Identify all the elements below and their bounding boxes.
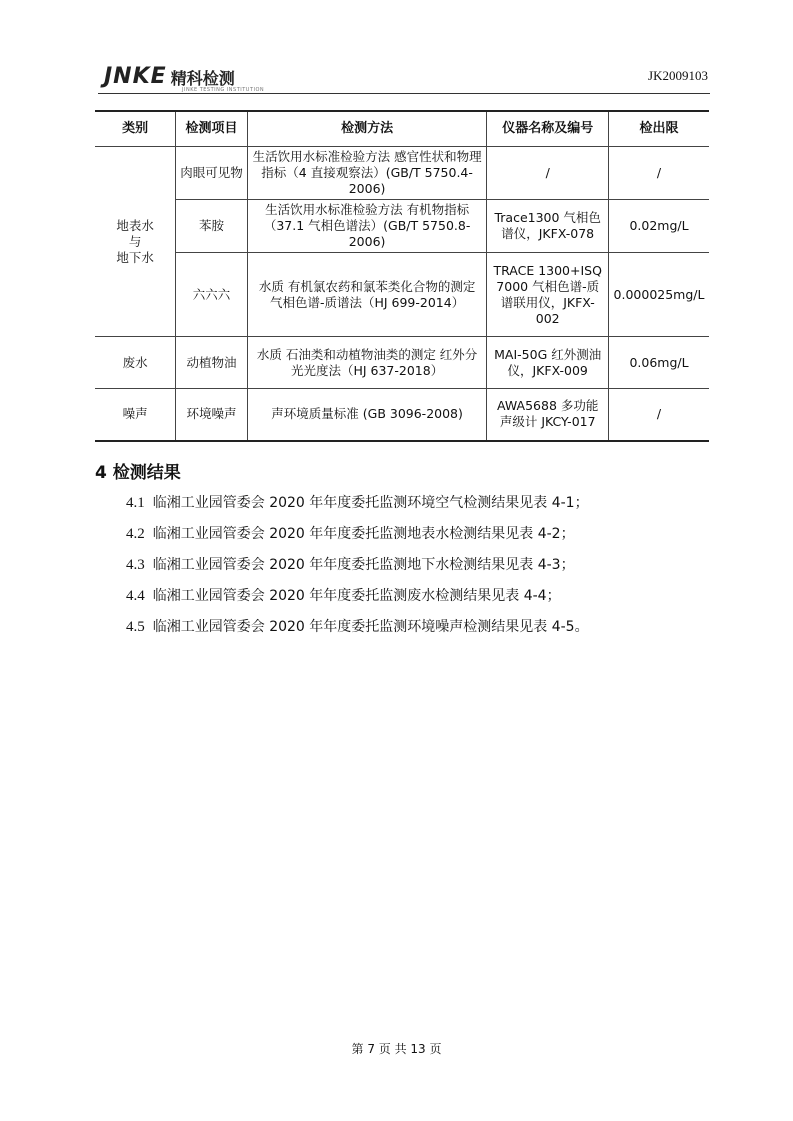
method-cell: 声环境质量标准 (GB 3096-2008): [247, 389, 487, 441]
method-cell: 水质 石油类和动植物油类的测定 红外分光光度法（HJ 637-2018）: [247, 337, 487, 389]
table-row: [95, 337, 709, 389]
category-cell: 地表水 与 地下水: [95, 147, 176, 337]
list-item: [126, 523, 575, 543]
list-item: [126, 554, 575, 574]
item-cell: 环境噪声: [176, 389, 248, 441]
section-heading: 4 检测结果: [95, 463, 181, 483]
instrument-cell: AWA5688 多功能声级计 JKCY-017: [487, 389, 609, 441]
list-item-text: 临湘工业园管委会 2020 年年度委托监测环境噪声检测结果见表 4-5。: [152, 619, 589, 635]
item-cell: 六六六: [176, 253, 248, 337]
limit-cell: /: [609, 147, 710, 200]
table-header-row: [95, 111, 709, 147]
list-item-text: 临湘工业园管委会 2020 年年度委托监测废水检测结果见表 4-4；: [152, 588, 561, 604]
item-cell: 肉眼可见物: [176, 147, 248, 200]
header-method: 检测方法: [247, 111, 487, 147]
list-item: [126, 492, 589, 512]
list-item-text: 临湘工业园管委会 2020 年年度委托监测地下水检测结果见表 4-3；: [152, 557, 575, 573]
limit-cell: /: [609, 389, 710, 441]
instrument-cell: /: [487, 147, 609, 200]
list-item-number: 4.4: [126, 588, 145, 604]
methods-table: [95, 110, 709, 442]
logo-text-cn: 精科检测: [170, 69, 235, 88]
method-cell: 水质 有机氯农药和氯苯类化合物的测定 气相色谱-质谱法（HJ 699-2014）: [247, 253, 487, 337]
item-cell: 动植物油: [176, 337, 248, 389]
list-item-text: 临湘工业园管委会 2020 年年度委托监测环境空气检测结果见表 4-1；: [152, 495, 589, 511]
page-header: [98, 60, 710, 94]
page-number: 第 7 页 共 13 页: [351, 1042, 442, 1056]
table-row: [95, 389, 709, 441]
header-limit: 检出限: [609, 111, 710, 147]
item-cell: 苯胺: [176, 200, 248, 253]
limit-cell: 0.06mg/L: [609, 337, 710, 389]
category-cell: 废水: [95, 337, 176, 389]
method-cell: 生活饮用水标准检验方法 感官性状和物理指标（4 直接观察法）(GB/T 5750.4-2006): [247, 147, 487, 200]
list-item-number: 4.3: [126, 557, 145, 573]
header-instrument: 仪器名称及编号: [487, 111, 609, 147]
limit-cell: 0.02mg/L: [609, 200, 710, 253]
list-item-number: 4.5: [126, 619, 145, 635]
logo-text-en: JNKE: [104, 64, 167, 89]
table-row: [95, 253, 709, 337]
instrument-cell: MAI-50G 红外测油仪，JKFX-009: [487, 337, 609, 389]
header-category: 类别: [95, 111, 176, 147]
list-item: [126, 616, 589, 636]
logo-subtitle: JINKE TESTING INSTITUTION: [182, 87, 265, 93]
limit-cell: 0.000025mg/L: [609, 253, 710, 337]
category-cell: 噪声: [95, 389, 176, 441]
method-cell: 生活饮用水标准检验方法 有机物指标（37.1 气相色谱法）(GB/T 5750.8-2006): [247, 200, 487, 253]
table-row: [95, 200, 709, 253]
list-item: [126, 585, 561, 605]
header-divider: [98, 93, 710, 94]
instrument-cell: TRACE 1300+ISQ 7000 气相色谱-质谱联用仪，JKFX-002: [487, 253, 609, 337]
list-item-number: 4.2: [126, 526, 145, 542]
list-item-number: 4.1: [126, 495, 145, 511]
instrument-cell: Trace1300 气相色谱仪，JKFX-078: [487, 200, 609, 253]
list-item-text: 临湘工业园管委会 2020 年年度委托监测地表水检测结果见表 4-2；: [152, 526, 575, 542]
document-number: JK2009103: [648, 68, 708, 83]
company-logo: [104, 64, 235, 89]
table-row: [95, 147, 709, 200]
header-item: 检测项目: [176, 111, 248, 147]
